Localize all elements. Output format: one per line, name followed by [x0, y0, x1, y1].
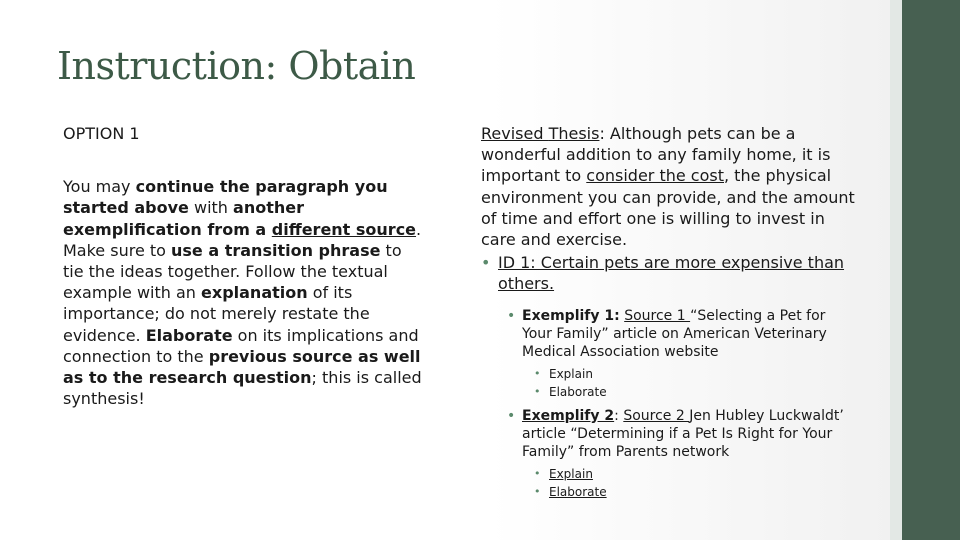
slide-title: Instruction: Obtain: [57, 44, 416, 88]
bold-run: previous source as well as to the research question: [63, 346, 421, 388]
list-item-exemplify1: [507, 307, 856, 361]
text-run: with: [188, 198, 234, 218]
bold-run: Elaborate: [145, 325, 233, 345]
text-run: of its importance; do not merely restate the evidence.: [63, 283, 370, 345]
bullet-icon: •: [534, 466, 541, 480]
text-run: . Make sure to: [63, 219, 422, 260]
text-run: : Although pets can be a wonderful addition to any family home, it is important to: [481, 124, 831, 186]
list-item-explain: [534, 465, 856, 483]
bold-run: another exemplification from a: [63, 198, 304, 239]
bold-run: use a transition phrase: [171, 240, 381, 260]
text-run: Jen Hubley Luckwaldt’ article “Determining if a Pet Is Right for Your Family” from Parents network: [522, 407, 844, 460]
underline-run: consider the cost: [586, 166, 724, 186]
right-column: [481, 123, 856, 501]
sub-item-text: Explain: [549, 366, 593, 381]
text-run: “Selecting a Pet for Your Family” article on American Veterinary Medical Association website: [522, 307, 827, 360]
bullet-icon: •: [534, 384, 541, 398]
text-run: to tie the ideas together. Follow the textual example with an: [63, 240, 402, 303]
bullet-icon: •: [534, 366, 541, 380]
bold-run: Exemplify 1:: [522, 307, 620, 324]
text-run: :: [614, 407, 624, 424]
bold-run: continue the paragraph you started above: [63, 177, 388, 218]
bullet-icon: •: [534, 484, 541, 498]
underline-run: Source 1: [624, 307, 691, 324]
text-run: You may: [63, 177, 136, 197]
id1-text: ID 1: Certain pets are more expensive than others.: [498, 253, 845, 294]
side-band-dark: [902, 0, 960, 540]
bullet-icon: •: [507, 307, 516, 324]
text-run: ; this is called synthesis!: [63, 368, 422, 409]
bullet-icon: •: [481, 253, 491, 273]
text-run: Revised: [481, 124, 549, 143]
text-run: , the physical environment you can provide, and the amount of time and effort one is willing to invest in care and exercise.: [481, 166, 855, 250]
list-item-exemplify2: [507, 407, 856, 461]
bold-run: explanation: [201, 283, 308, 303]
underline-run: Source 2: [623, 407, 690, 424]
bullet-icon: •: [507, 407, 516, 424]
thesis-paragraph: [481, 123, 856, 250]
sub-item-text: Elaborate: [549, 384, 607, 399]
list-item-elaborate: [534, 483, 856, 501]
left-column: [63, 123, 423, 409]
bold-underline-run: different source: [271, 219, 417, 239]
bold-underline-run: Exemplify 2: [522, 407, 615, 424]
list-item-explain: [534, 365, 856, 383]
list-item-elaborate: [534, 383, 856, 401]
option-heading: OPTION 1: [63, 124, 140, 143]
instruction-paragraph: [63, 176, 423, 409]
sub-item-text: Explain: [549, 466, 593, 481]
underline-run: Thesis: [548, 124, 600, 143]
side-band-light: [890, 0, 902, 540]
text-run: on its implications and connection to the: [63, 325, 419, 366]
sub-item-text: Elaborate: [549, 484, 607, 499]
list-item-id1: [481, 252, 856, 294]
